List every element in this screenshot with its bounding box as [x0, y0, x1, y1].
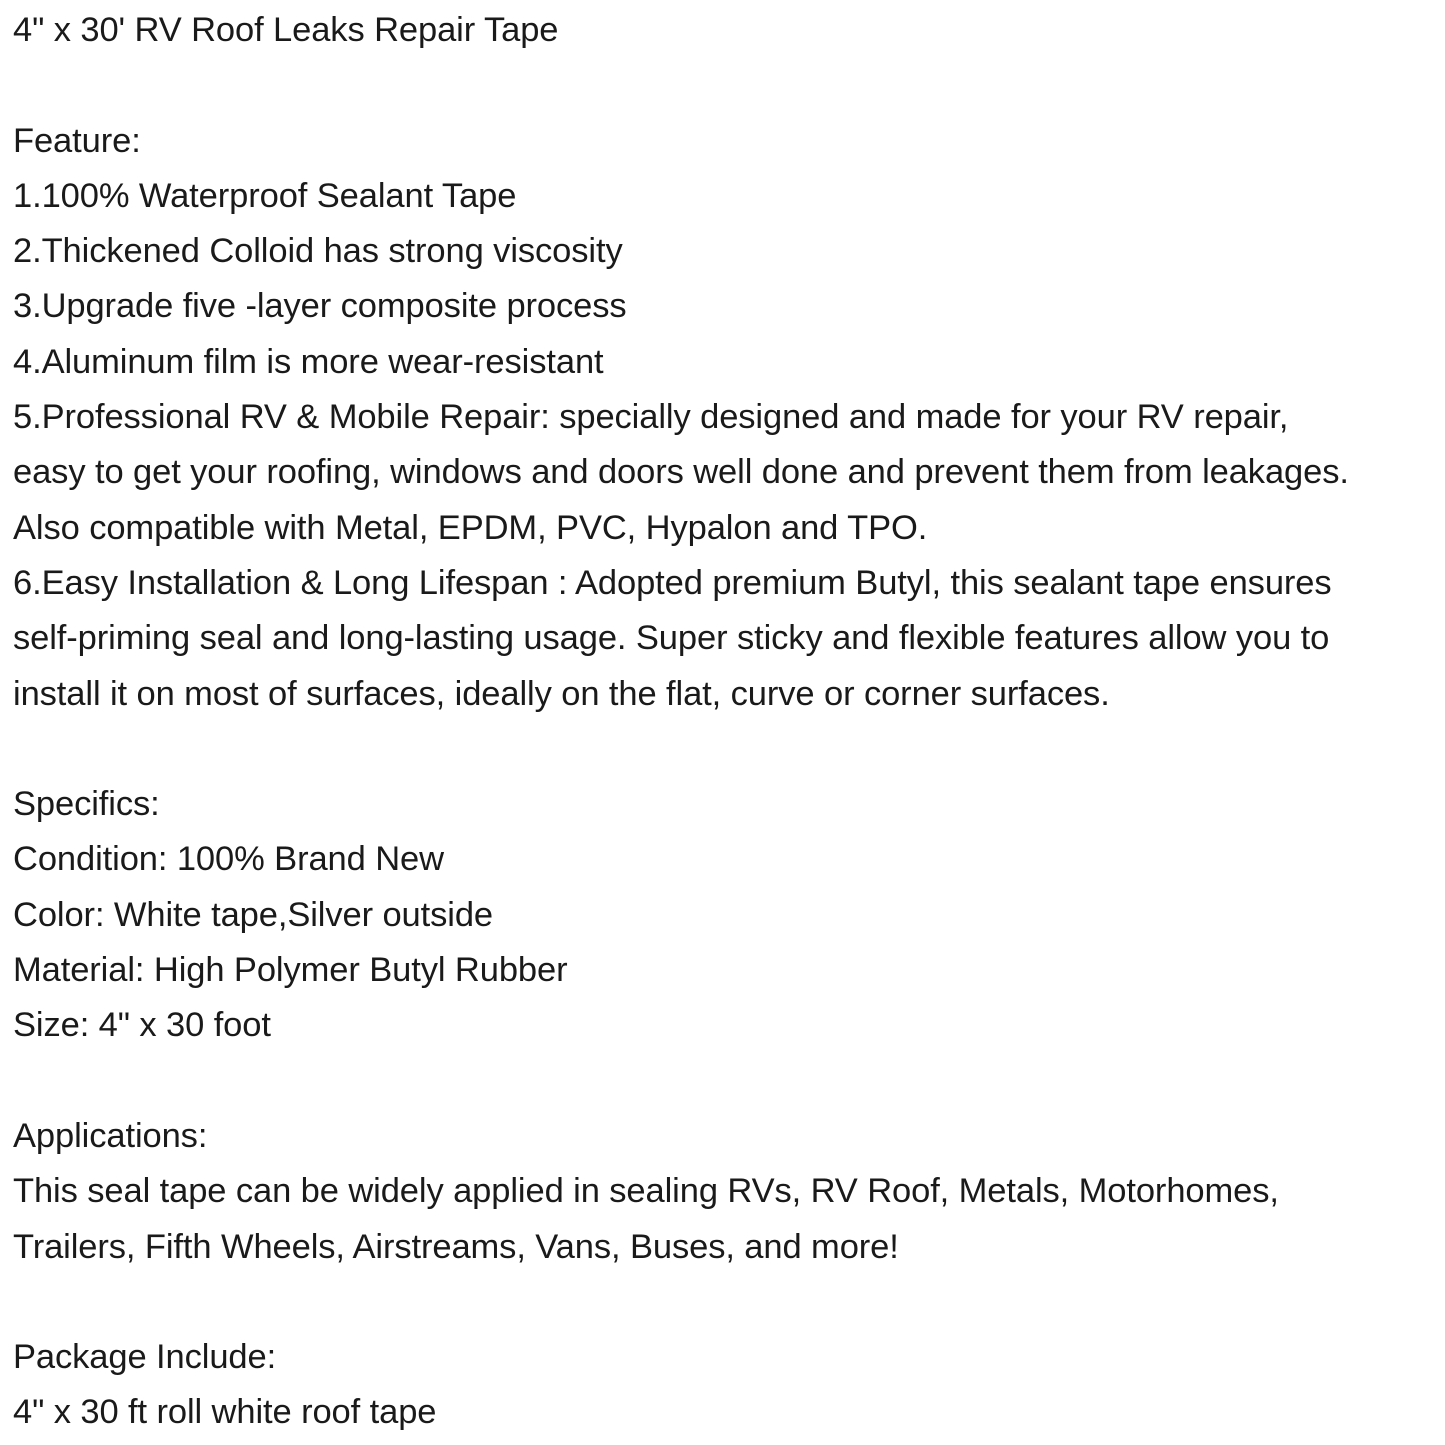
product-title: 4" x 30' RV Roof Leaks Repair Tape: [13, 11, 559, 49]
spacer: [13, 722, 1443, 777]
feature-item: 5.Professional RV & Mobile Repair: specially designed and made for your RV repair,: [13, 398, 1289, 437]
feature-item: self-priming seal and long-lasting usage. Super sticky and flexible features allow you to: [13, 619, 1330, 658]
package-heading: Package Include:: [13, 1338, 277, 1377]
applications-item: Trailers, Fifth Wheels, Airstreams, Vans, Buses, and more!: [13, 1227, 899, 1266]
feature-item: 4.Aluminum film is more wear-resistant: [13, 342, 604, 381]
specifics-item: Color: White tape,Silver outside: [13, 895, 494, 934]
feature-item: Also compatible with Metal, EPDM, PVC, Hypalon and TPO.: [13, 508, 928, 547]
specifics-heading: Specifics:: [13, 785, 160, 824]
package-item: 4" x 30 ft roll white roof tape: [13, 1393, 437, 1432]
spacer: [13, 1054, 1443, 1109]
spacer: [13, 58, 1443, 113]
feature-item: 3.Upgrade five -layer composite process: [13, 287, 627, 326]
applications-heading: Applications:: [13, 1116, 208, 1155]
feature-item: install it on most of surfaces, ideally on the flat, curve or corner surfaces.: [13, 674, 1110, 713]
applications-item: This seal tape can be widely applied in sealing RVs, RV Roof, Metals, Motorhomes,: [13, 1172, 1279, 1211]
feature-item: 1.100% Waterproof Sealant Tape: [13, 176, 517, 215]
feature-item: 6.Easy Installation & Long Lifespan : Adopted premium Butyl, this sealant tape ensures: [13, 563, 1332, 602]
spacer: [13, 1275, 1443, 1330]
specifics-item: Size: 4" x 30 foot: [13, 1006, 271, 1045]
specifics-item: Material: High Polymer Butyl Rubber: [13, 951, 568, 990]
specifics-item: Condition: 100% Brand New: [13, 840, 444, 879]
feature-heading: Feature:: [13, 121, 141, 160]
feature-item: easy to get your roofing, windows and doors well done and prevent them from leakages.: [13, 453, 1349, 492]
product-description: [13, 3, 1443, 1441]
feature-item: 2.Thickened Colloid has strong viscosity: [13, 232, 623, 271]
